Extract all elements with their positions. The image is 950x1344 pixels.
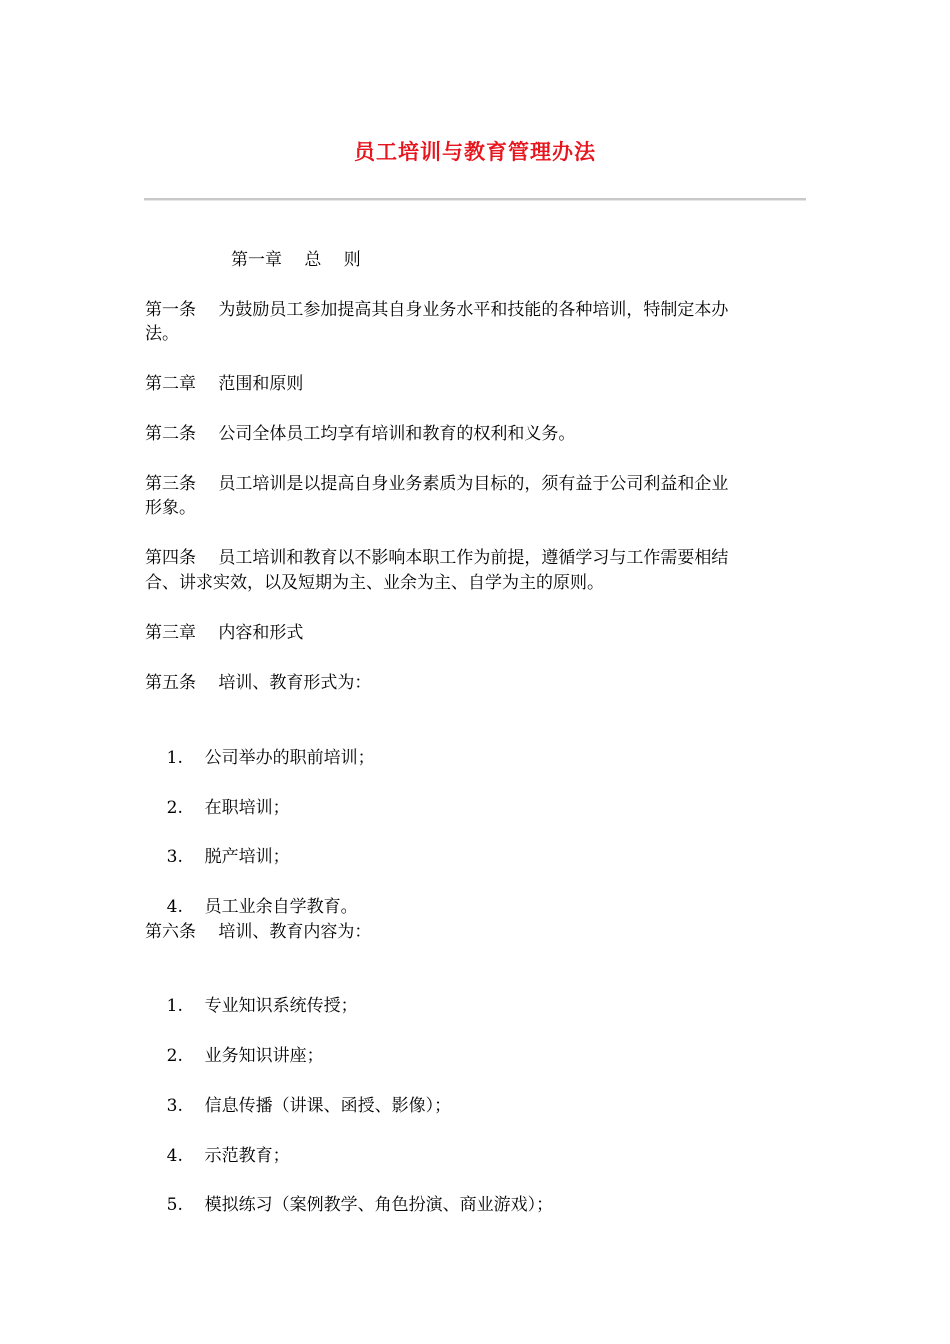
article-6: 第六条 培训、教育内容为： bbox=[145, 922, 372, 942]
list-item-text: 专业知识系统传授； bbox=[204, 996, 358, 1016]
list-item-number: 2. bbox=[166, 798, 183, 818]
article-3-line-2: 形象。 bbox=[145, 498, 196, 518]
article-1-line-2: 法。 bbox=[145, 324, 179, 344]
list-item-text: 模拟练习（案例教学、角色扮演、商业游戏）； bbox=[204, 1195, 554, 1215]
list-item-text: 公司举办的职前培训； bbox=[204, 748, 375, 768]
list-item-text: 员工业余自学教育。 bbox=[204, 897, 358, 917]
article-5: 第五条 培训、教育形式为： bbox=[145, 673, 372, 693]
list-item-number: 5. bbox=[166, 1195, 183, 1215]
article-1-line-1: 第一条 为鼓励员工参加提高其自身业务水平和技能的各种培训，特制定本办 bbox=[145, 300, 729, 320]
list-item-number: 3. bbox=[166, 847, 183, 867]
document-title: 员工培训与教育管理办法 bbox=[354, 140, 596, 164]
article-2: 第二条 公司全体员工均享有培训和教育的权利和义务。 bbox=[145, 424, 576, 444]
chapter-2-heading: 第二章 范围和原则 bbox=[145, 374, 304, 394]
list-item-text: 示范教育； bbox=[204, 1146, 290, 1166]
list-item-number: 3. bbox=[166, 1096, 183, 1116]
article-4-line-2: 合、讲求实效，以及短期为主、业余为主、自学为主的原则。 bbox=[145, 573, 604, 593]
list-item-number: 2. bbox=[166, 1046, 183, 1066]
chapter-1-heading: 第一章 总 则 bbox=[231, 250, 361, 270]
list-item-number: 1. bbox=[166, 748, 183, 768]
article-4-line-1: 第四条 员工培训和教育以不影响本职工作为前提，遵循学习与工作需要相结 bbox=[145, 548, 729, 568]
list-item-text: 脱产培训； bbox=[204, 847, 290, 867]
list-item-text: 在职培训； bbox=[204, 798, 290, 818]
article-3-line-1: 第三条 员工培训是以提高自身业务素质为目标的，须有益于公司利益和企业 bbox=[145, 474, 729, 494]
list-item-number: 4. bbox=[166, 1146, 183, 1166]
chapter-3-heading: 第三章 内容和形式 bbox=[145, 623, 304, 643]
list-item-text: 业务知识讲座； bbox=[204, 1046, 324, 1066]
title-divider bbox=[144, 198, 806, 201]
list-item bbox=[145, 1168, 805, 1243]
list-item-number: 4. bbox=[166, 897, 183, 917]
list-item-number: 1. bbox=[166, 996, 183, 1016]
list-item-text: 信息传播（讲课、函授、影像）； bbox=[204, 1096, 452, 1116]
